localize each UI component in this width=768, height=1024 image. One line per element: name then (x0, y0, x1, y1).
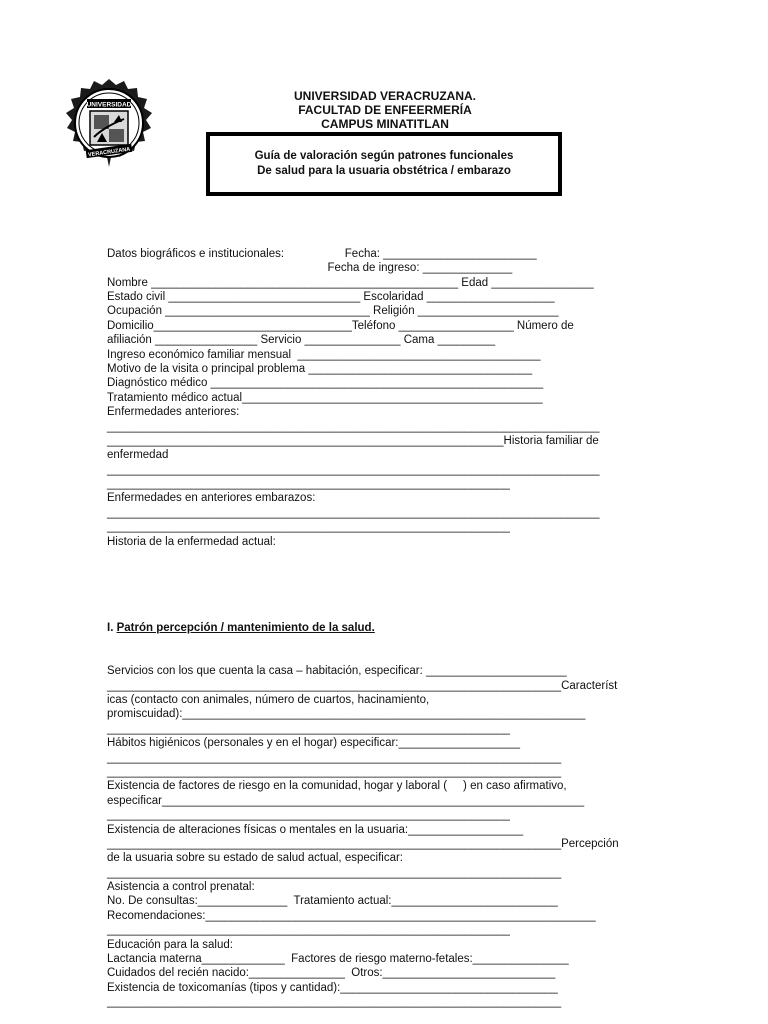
section1-line[interactable]: _______________________________________________________________________ (107, 751, 562, 764)
form-line: Enfermedades en anteriores embarazos: (107, 492, 316, 505)
form-line[interactable]: _____________________________________________________________________________ (107, 506, 600, 519)
section1-line[interactable]: Recomendaciones:_____________________________________________________________ (107, 909, 596, 922)
guide-title-line1: Guía de valoración según patrones funcionales (254, 150, 514, 162)
form-line[interactable]: Nombre ________________________________________________ Edad ________________ (107, 276, 594, 289)
section1-line[interactable]: _______________________________________________________________________Percepción (107, 837, 619, 850)
form-line[interactable]: ______________________________________________________________Historia familiar de (107, 434, 599, 447)
section1-line[interactable]: Lactancia materna_____________ Factores de riesgo materno-fetales:_______________ (107, 953, 569, 966)
section1-line[interactable]: _______________________________________________________________ (107, 924, 510, 937)
university-seal (64, 77, 154, 169)
section1-body (107, 664, 667, 1009)
section1-line[interactable]: _______________________________________________________________________ (107, 765, 562, 778)
form-line[interactable]: Fecha de ingreso: ______________ (107, 262, 513, 275)
guide-title-box (206, 132, 562, 196)
section1-heading (107, 621, 667, 635)
form-line[interactable]: Diagnóstico médico ____________________________________________________ (107, 377, 544, 390)
section1-line[interactable]: Existencia de alteraciones físicas o mentales en la usuaria:__________________ (107, 823, 524, 836)
form-line[interactable]: _____________________________________________________________________________ (107, 420, 600, 433)
section1-number: I. (107, 622, 117, 635)
campus-name: CAMPUS MINATITLAN (321, 117, 449, 131)
section1-line[interactable]: Hábitos higiénicos (personales y en el hogar) especificar:___________________ (107, 737, 521, 750)
assessment-form (107, 218, 667, 1024)
section1-line: Asistencia a control prenatal: (107, 881, 255, 894)
section1-line[interactable]: _______________________________________________________________________ (107, 866, 562, 879)
section1-line[interactable]: especificar__________________________________________________________________ (107, 794, 585, 807)
section1-line[interactable]: _______________________________________________________________ (107, 809, 510, 822)
section1-title: Patrón percepción / mantenimiento de la salud. (116, 622, 375, 635)
biographic-section (107, 247, 667, 549)
form-line[interactable]: Estado civil ______________________________ Escolaridad ____________________ (107, 290, 555, 303)
guide-title-line2: De salud para la usuaria obstétrica / embarazo (257, 165, 511, 177)
form-line[interactable]: Datos biográficos e institucionales: Fecha: ________________________ (107, 247, 537, 260)
form-line: Enfermedades anteriores: (107, 406, 240, 419)
section-spacer (107, 578, 667, 592)
section1-line[interactable]: _______________________________________________________________ (107, 722, 510, 735)
university-seal-icon (64, 77, 154, 169)
section1-line[interactable]: _______________________________________________________________________ (107, 996, 562, 1009)
seal-text-bottom: VERACRUZANA (87, 146, 131, 159)
form-line[interactable]: Ocupación ________________________________ Religión ______________________ (107, 305, 559, 318)
section1-line: icas (contacto con animales, número de cuartos, hacinamiento, (107, 694, 430, 707)
faculty-name: FACULTAD DE ENFEERMERÍA (298, 103, 472, 117)
seal-text-top: UNIVERSIDAD (86, 101, 132, 109)
form-line[interactable]: Domicilio_______________________________Teléfono __________________ Número de (107, 319, 574, 332)
section1-line: Existencia de factores de riesgo en la comunidad, hogar y laboral ( ) en caso afirmativo, (107, 780, 567, 793)
form-line[interactable]: _______________________________________________________________ (107, 521, 510, 534)
section1-line[interactable]: Cuidados del recién nacido:_______________ Otros:___________________________ (107, 967, 556, 980)
section1-line[interactable]: _______________________________________________________________________Característ (107, 679, 618, 692)
form-line[interactable]: Ingreso económico familiar mensual ______________________________________ (107, 348, 541, 361)
form-line[interactable]: Tratamiento médico actual_______________________________________________ (107, 391, 543, 404)
section1-line[interactable]: promiscuidad):_______________________________________________________________ (107, 708, 586, 721)
section1-line: de la usuaria sobre su estado de salud actual, especificar: (107, 852, 403, 865)
form-line[interactable]: _______________________________________________________________ (107, 478, 510, 491)
section1-line: Educación para la salud: (107, 938, 233, 951)
form-line: enfermedad (107, 449, 169, 462)
section1-line[interactable]: No. De consultas:______________ Tratamiento actual:__________________________ (107, 895, 558, 908)
section1-line[interactable]: Servicios con los que cuenta la casa – habitación, especificar: ______________________ (107, 665, 567, 678)
section1-line[interactable]: Existencia de toxicomanías (tipos y cantidad):__________________________________ (107, 981, 558, 994)
document-header (240, 89, 530, 131)
form-line[interactable]: Motivo de la visita o principal problema ___________________________________ (107, 362, 533, 375)
form-line: Historia de la enfermedad actual: (107, 535, 276, 548)
university-name: UNIVERSIDAD VERACRUZANA. (293, 89, 476, 103)
form-line[interactable]: afiliación ________________ Servicio _______________ Cama _________ (107, 334, 496, 347)
form-line[interactable]: _____________________________________________________________________________ (107, 463, 600, 476)
